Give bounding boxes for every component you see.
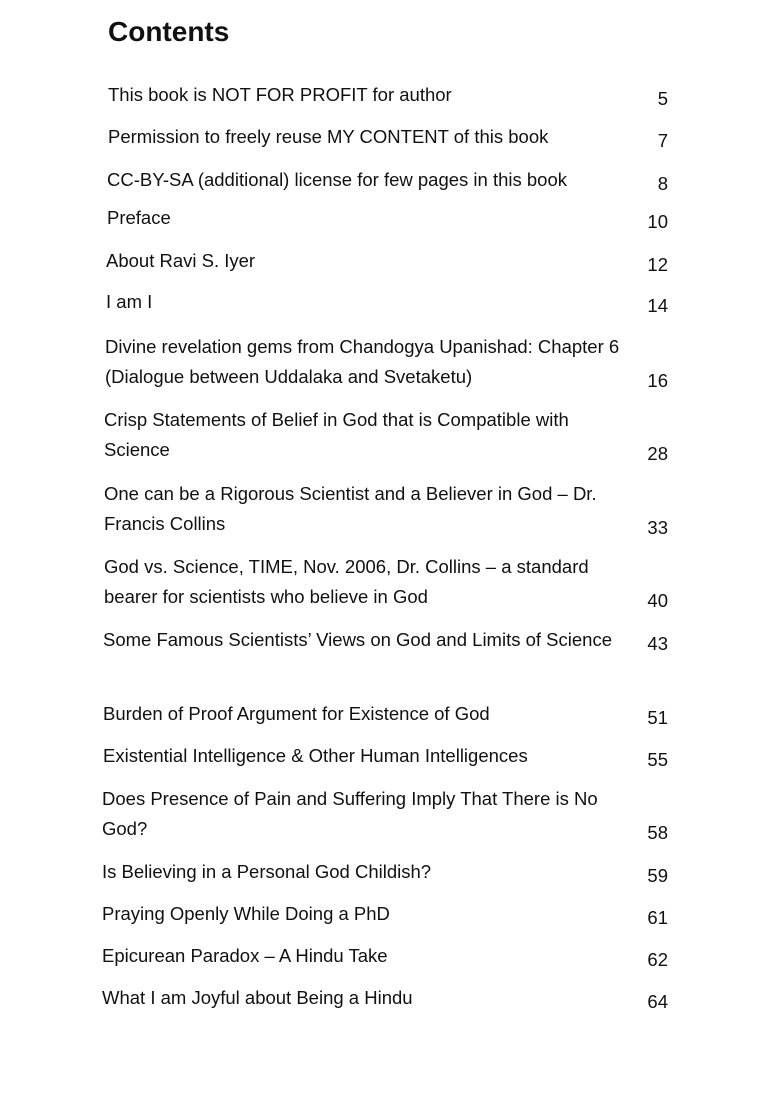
toc-entry[interactable] xyxy=(102,857,668,887)
toc-entry-page: 33 xyxy=(647,517,668,538)
toc-entry-page: 10 xyxy=(647,211,668,232)
toc-entry[interactable] xyxy=(102,941,668,971)
toc-entry-page: 64 xyxy=(647,991,668,1012)
toc-entry-page: 58 xyxy=(647,822,668,843)
toc-entry-page: 40 xyxy=(647,590,668,611)
toc-entry[interactable] xyxy=(105,332,668,392)
toc-entry-title: Preface xyxy=(107,207,171,228)
toc-entry[interactable] xyxy=(107,165,668,195)
toc-entry[interactable] xyxy=(102,784,668,844)
toc-entry-title: One can be a Rigorous Scientist and a Believer in God – Dr. Francis Collins xyxy=(104,483,597,534)
toc-entry-title: Praying Openly While Doing a PhD xyxy=(102,903,390,924)
toc-entry-title: Is Believing in a Personal God Childish? xyxy=(102,861,432,882)
toc-entry-title: Crisp Statements of Belief in God that is Compatible with Science xyxy=(104,409,569,460)
toc-entry-page: 59 xyxy=(647,865,668,886)
toc-entry-page: 12 xyxy=(647,254,668,275)
toc-entry-page: 51 xyxy=(647,707,668,728)
toc-entry[interactable] xyxy=(104,479,668,539)
toc-entry[interactable] xyxy=(106,246,668,276)
toc-entry-title: This book is NOT FOR PROFIT for author xyxy=(108,84,452,105)
toc-entry[interactable] xyxy=(103,699,668,729)
toc-entry-page: 16 xyxy=(647,370,668,391)
toc-entry-page: 43 xyxy=(647,633,668,654)
toc-entry-page: 28 xyxy=(647,443,668,464)
toc-entry[interactable] xyxy=(103,741,668,771)
toc-entry-title: Burden of Proof Argument for Existence of God xyxy=(103,703,490,724)
toc-entry[interactable] xyxy=(106,287,668,317)
toc-entry-title: Does Presence of Pain and Suffering Imply That There is No God? xyxy=(102,788,598,839)
toc-entry[interactable] xyxy=(108,80,668,110)
toc-entry-page: 55 xyxy=(647,749,668,770)
page-title: Contents xyxy=(108,16,230,47)
toc-entry-title: Epicurean Paradox – A Hindu Take xyxy=(102,945,388,966)
toc-entry-page: 61 xyxy=(647,907,668,928)
toc-entry[interactable] xyxy=(102,899,668,929)
toc-entry-page: 14 xyxy=(647,295,668,316)
toc-entry-title: Existential Intelligence & Other Human Intelligences xyxy=(103,745,528,766)
toc-entry-title: God vs. Science, TIME, Nov. 2006, Dr. Collins – a standard bearer for scientists who believe in God xyxy=(104,556,589,607)
toc-entry[interactable] xyxy=(104,405,668,465)
toc-entry[interactable] xyxy=(103,625,668,655)
toc-entry-title: Permission to freely reuse MY CONTENT of this book xyxy=(108,126,549,147)
toc-entry-title: Divine revelation gems from Chandogya Upanishad: Chapter 6 (Dialogue between Uddalaka and Svetaketu) xyxy=(105,336,620,387)
toc-entry-title: CC-BY-SA (additional) license for few pages in this book xyxy=(107,169,567,190)
toc-entry-title: What I am Joyful about Being a Hindu xyxy=(102,987,413,1008)
toc-entry-page: 8 xyxy=(657,173,668,194)
toc-entry[interactable] xyxy=(104,552,668,612)
toc-entry-title: Some Famous Scientists’ Views on God and Limits of Science xyxy=(103,629,612,650)
toc-entry[interactable] xyxy=(108,122,668,152)
toc-entry-title: About Ravi S. Iyer xyxy=(106,250,256,271)
toc-entry-title: I am I xyxy=(106,291,153,312)
toc-entry-page: 7 xyxy=(657,130,668,151)
toc-entry-page: 5 xyxy=(657,88,668,109)
toc-entry[interactable] xyxy=(107,203,668,233)
toc-entry-page: 62 xyxy=(647,949,668,970)
toc-entry[interactable] xyxy=(102,983,668,1013)
